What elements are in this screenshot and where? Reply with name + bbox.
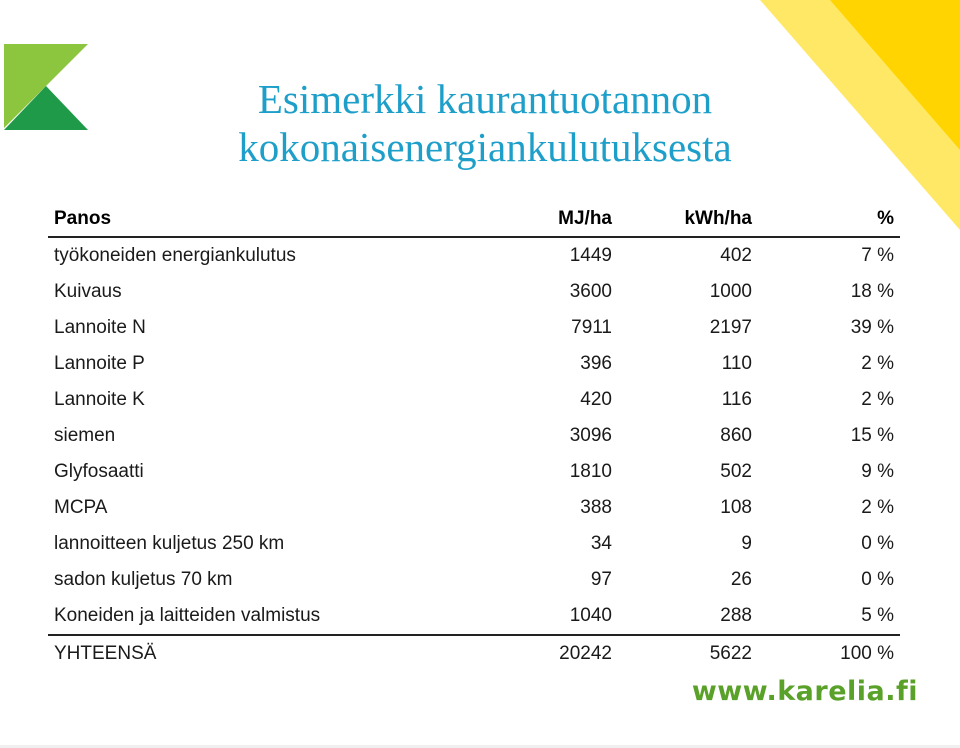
row-label: Lannoite P xyxy=(54,353,145,374)
row-label: Kuivaus xyxy=(54,281,122,302)
row-kwh: 116 xyxy=(721,389,752,410)
row-kwh: 2197 xyxy=(709,317,752,338)
row-label: Glyfosaatti xyxy=(54,461,144,482)
row-mj: 1449 xyxy=(569,245,612,266)
row-mj: 34 xyxy=(590,533,612,554)
header-percent: % xyxy=(758,202,900,237)
row-percent: 15 % xyxy=(850,425,894,446)
row-kwh: 108 xyxy=(720,497,752,518)
row-kwh: 288 xyxy=(720,605,752,626)
table-row xyxy=(48,418,900,454)
row-kwh: 1000 xyxy=(709,281,752,302)
row-mj: 1040 xyxy=(569,605,612,626)
row-label: Koneiden ja laitteiden valmistus xyxy=(54,605,321,626)
row-kwh: 9 xyxy=(741,533,752,554)
table-row xyxy=(48,274,900,310)
row-percent: 9 % xyxy=(861,461,894,482)
row-label: työkoneiden energiankulutus xyxy=(54,245,296,266)
row-kwh: 402 xyxy=(720,245,752,266)
header-row xyxy=(48,202,900,237)
row-label: Lannoite N xyxy=(54,317,146,338)
total-mj: 20242 xyxy=(468,635,618,672)
row-mj: 97 xyxy=(590,569,612,590)
table-row xyxy=(48,382,900,418)
table-row xyxy=(48,310,900,346)
row-percent: 18 % xyxy=(850,281,894,302)
row-mj: 1810 xyxy=(569,461,612,482)
row-label: lannoitteen kuljetus 250 km xyxy=(54,533,285,554)
karelia-logo xyxy=(4,44,88,130)
table-row xyxy=(48,237,900,274)
row-percent: 0 % xyxy=(861,533,894,554)
row-label: MCPA xyxy=(54,497,108,518)
table-row xyxy=(48,346,900,382)
row-mj: 3600 xyxy=(569,281,612,302)
row-percent: 2 % xyxy=(861,497,894,518)
row-mj: 7911 xyxy=(571,317,612,338)
title-line-1: Esimerkki kaurantuotannon xyxy=(257,76,713,122)
energy-table xyxy=(48,202,900,672)
table-row xyxy=(48,454,900,490)
row-mj: 396 xyxy=(580,353,612,374)
table-row xyxy=(48,598,900,635)
row-kwh: 502 xyxy=(720,461,752,482)
row-label: sadon kuljetus 70 km xyxy=(54,569,233,590)
row-percent: 0 % xyxy=(861,569,894,590)
footer-url: www.karelia.fi xyxy=(691,676,918,707)
table-row xyxy=(48,490,900,526)
header-mj-ha: MJ/ha xyxy=(468,202,618,237)
total-row xyxy=(48,635,900,672)
row-mj: 3096 xyxy=(569,425,612,446)
total-label: YHTEENSÄ xyxy=(48,635,468,672)
header-panos: Panos xyxy=(48,202,468,237)
row-percent: 7 % xyxy=(861,245,894,266)
row-kwh: 860 xyxy=(720,425,752,446)
title-line-2: kokonaisenergiankulutuksesta xyxy=(238,124,732,170)
row-percent: 2 % xyxy=(861,389,894,410)
total-percent: 100 % xyxy=(758,635,900,672)
row-percent: 5 % xyxy=(861,605,894,626)
row-percent: 2 % xyxy=(861,353,894,374)
row-label: siemen xyxy=(54,425,116,446)
row-percent: 39 % xyxy=(850,317,894,338)
row-mj: 420 xyxy=(580,389,612,410)
table-row xyxy=(48,526,900,562)
total-kwh: 5622 xyxy=(618,635,758,672)
row-label: Lannoite K xyxy=(54,389,145,410)
header-kwh-ha: kWh/ha xyxy=(618,202,758,237)
table-row xyxy=(48,562,900,598)
slide-title xyxy=(150,75,820,171)
row-kwh: 110 xyxy=(721,353,752,374)
row-kwh: 26 xyxy=(730,569,752,590)
row-mj: 388 xyxy=(580,497,612,518)
